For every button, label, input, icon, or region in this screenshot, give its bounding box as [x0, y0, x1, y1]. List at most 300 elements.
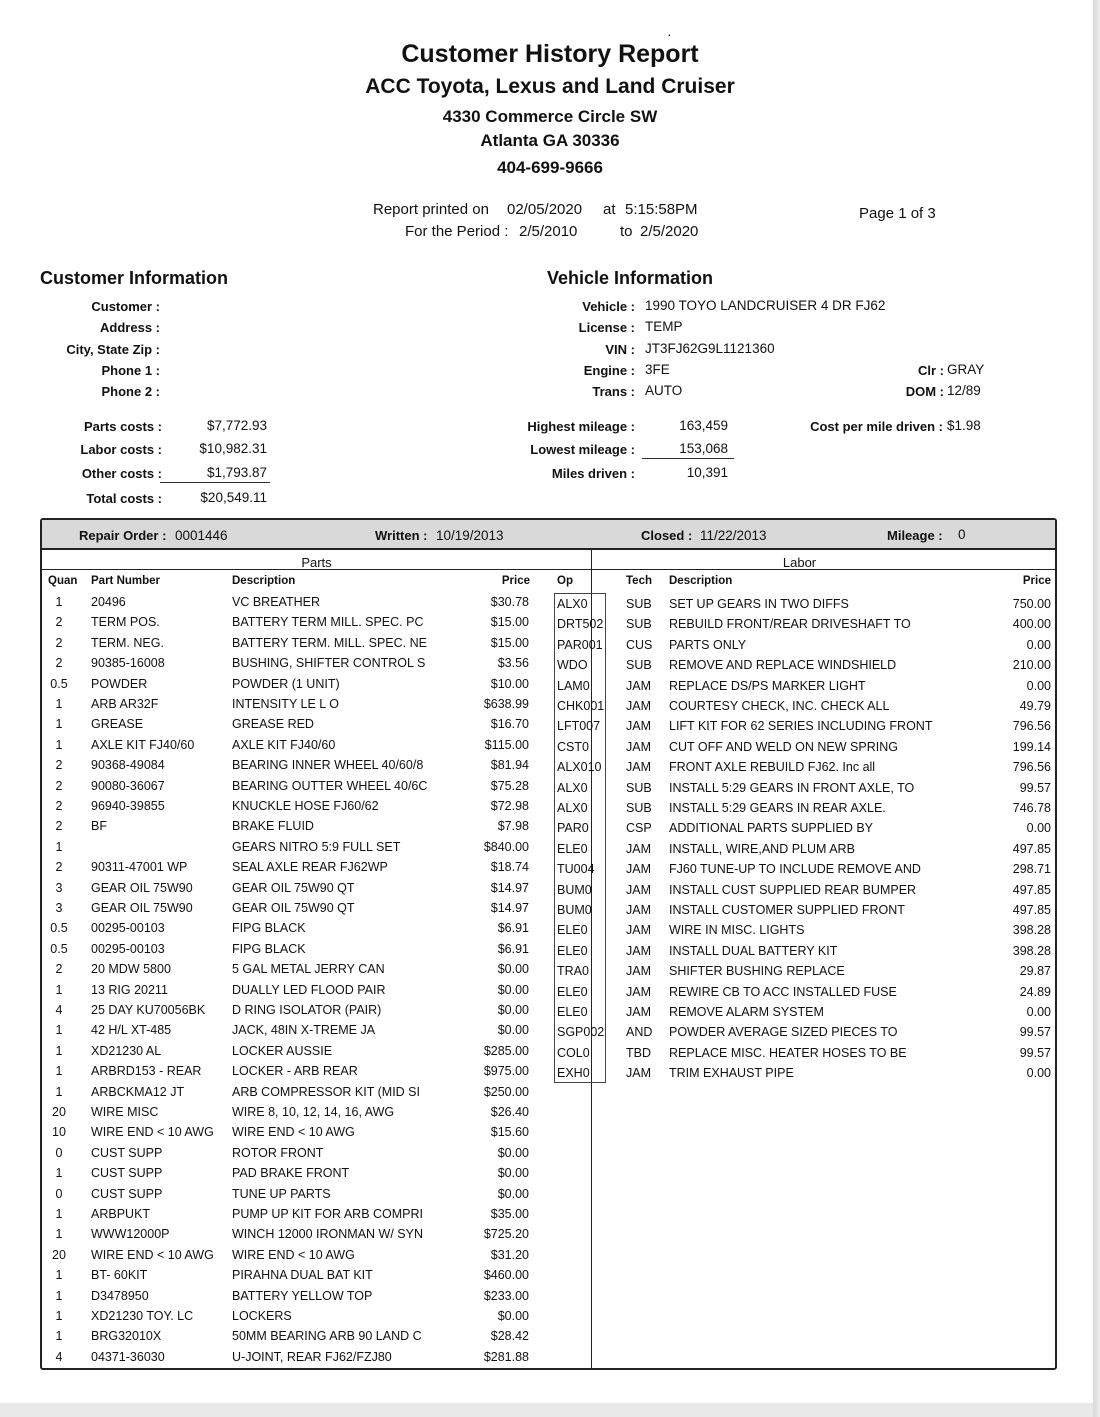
part-description: BRAKE FLUID: [232, 819, 314, 834]
labor-op-code: EXH0: [557, 1066, 590, 1081]
total-costs-label: Total costs :: [86, 491, 162, 506]
part-quantity: 1: [55, 595, 63, 609]
labor-op-code: CST0: [557, 739, 589, 754]
labor-description: ADDITIONAL PARTS SUPPLIED BY: [669, 821, 873, 836]
part-quantity: 20: [52, 1247, 66, 1262]
part-description: D RING ISOLATOR (PAIR): [232, 1003, 382, 1017]
part-description: LOCKER - ARB REAR: [232, 1064, 358, 1079]
period-from: 2/5/2010: [519, 223, 578, 240]
part-price: $285.00: [483, 1043, 529, 1058]
part-quantity: 3: [55, 901, 63, 915]
part-number: 04371-36030: [91, 1349, 165, 1364]
part-number: 90080-36067: [91, 778, 165, 793]
labor-col-desc: Description: [669, 575, 733, 587]
part-quantity: 10: [52, 1125, 66, 1140]
part-number: 00295-00103: [91, 921, 165, 936]
labor-price: 199.14: [1012, 739, 1051, 754]
part-price: $233.00: [483, 1288, 529, 1303]
part-price: $0.00: [497, 1023, 529, 1038]
labor-price: 746.78: [1012, 801, 1051, 815]
part-quantity: 2: [55, 635, 63, 650]
part-description: SEAL AXLE REAR FJ62WP: [232, 860, 388, 875]
part-number: BF: [91, 819, 107, 834]
part-description: FIPG BLACK: [232, 941, 306, 956]
labor-tech: JAM: [626, 678, 651, 693]
clr-label: Clr :: [918, 363, 944, 378]
labor-description: REPLACE DS/PS MARKER LIGHT: [669, 678, 866, 693]
part-description: KNUCKLE HOSE FJ60/62: [232, 799, 379, 813]
miles-driven-label: Miles driven :: [551, 466, 635, 481]
part-quantity: 2: [55, 778, 63, 793]
part-description: POWDER (1 UNIT): [232, 676, 340, 691]
labor-description: CUT OFF AND WELD ON NEW SPRING: [669, 739, 898, 754]
part-description: WIRE END < 10 AWG: [232, 1125, 355, 1140]
part-description: BUSHING, SHIFTER CONTROL S: [232, 656, 426, 671]
part-price: $0.00: [497, 1186, 529, 1201]
labor-price: 398.28: [1012, 943, 1051, 958]
part-number: ARB AR32F: [91, 697, 159, 711]
part-quantity: 0: [55, 1145, 63, 1160]
part-description: GEARS NITRO 5:9 FULL SET: [232, 839, 401, 854]
part-number: D3478950: [91, 1288, 149, 1303]
part-description: ROTOR FRONT: [232, 1145, 324, 1160]
part-number: 90385-16008: [91, 656, 165, 671]
stray-mark: ·: [667, 26, 672, 42]
labor-tech: JAM: [626, 1066, 651, 1081]
dealer-street: 4330 Commerce Circle SW: [442, 107, 658, 126]
part-quantity: 4: [55, 1349, 63, 1364]
labor-description: INSTALL, WIRE,AND PLUM ARB: [669, 841, 855, 856]
labor-op-code: CHK001: [557, 699, 605, 713]
labor-price: 0.00: [1026, 637, 1051, 652]
to-label: to: [620, 223, 633, 240]
labor-price: 796.56: [1012, 760, 1051, 775]
mileage-value: 0: [958, 527, 966, 542]
part-description: PUMP UP KIT FOR ARB COMPRI: [232, 1207, 424, 1221]
labor-description: WIRE IN MISC. LIGHTS: [669, 923, 805, 938]
closed-value: 11/22/2013: [700, 528, 767, 543]
part-quantity: 1: [55, 737, 63, 752]
part-number: WIRE END < 10 AWG: [91, 1247, 214, 1262]
part-description: TUNE UP PARTS: [232, 1186, 331, 1201]
labor-op-code: BUM0: [557, 903, 592, 917]
part-quantity: 1: [55, 1166, 63, 1181]
customer-section-title: Customer Information: [40, 268, 229, 288]
part-quantity: 1: [55, 717, 63, 732]
page-indicator: Page 1 of 3: [859, 205, 936, 222]
clr-value: GRAY: [947, 362, 985, 377]
labor-description: FJ60 TUNE-UP TO INCLUDE REMOVE AND: [669, 862, 921, 877]
part-quantity: 3: [55, 880, 63, 895]
part-number: 42 H/L XT-485: [91, 1023, 172, 1038]
part-number: 90368-49084: [91, 758, 165, 773]
labor-tech: CUS: [626, 637, 653, 652]
part-price: $0.00: [497, 962, 529, 977]
labor-tech: JAM: [626, 882, 651, 897]
part-number: POWDER: [91, 676, 148, 691]
labor-op-code: ELE0: [557, 984, 588, 999]
labor-op-code: WDO: [557, 658, 588, 673]
part-price: $840.00: [483, 839, 529, 854]
labor-price: 398.28: [1012, 923, 1051, 938]
part-description: GEAR OIL 75W90 QT: [232, 901, 355, 915]
part-quantity: 1: [55, 1268, 63, 1283]
labor-op-code: TU004: [557, 862, 595, 877]
labor-price: 750.00: [1012, 597, 1051, 611]
labor-tech: JAM: [626, 903, 651, 917]
part-description: BATTERY YELLOW TOP: [232, 1288, 373, 1303]
labor-description: FRONT AXLE REBUILD FJ62. Inc all: [669, 760, 876, 775]
part-quantity: 1: [55, 1064, 63, 1079]
part-number: BRG32010X: [91, 1329, 162, 1344]
part-description: FIPG BLACK: [232, 921, 306, 936]
vehicle-label: Vehicle :: [582, 299, 635, 314]
costs-total-rule: [160, 482, 270, 483]
dealer-name: ACC Toyota, Lexus and Land Cruiser: [365, 75, 735, 98]
city-label: City, State Zip :: [66, 342, 160, 357]
labor-description: REPLACE MISC. HEATER HOSES TO BE: [669, 1045, 907, 1060]
part-quantity: 1: [55, 1043, 63, 1058]
mileage-label: Mileage :: [887, 528, 943, 543]
customer-label: Customer :: [91, 299, 160, 314]
part-number: XD21230 AL: [91, 1043, 162, 1058]
part-number: ARBRD153 - REAR: [91, 1064, 202, 1079]
labor-description: REBUILD FRONT/REAR DRIVESHAFT TO: [669, 617, 911, 632]
parts-col-desc: Description: [232, 575, 296, 587]
part-quantity: 2: [55, 962, 63, 977]
labor-tech: JAM: [626, 862, 651, 877]
parts-costs-label: Parts costs :: [83, 419, 162, 434]
phone2-label: Phone 2 :: [101, 384, 160, 399]
part-price: $725.20: [483, 1227, 529, 1242]
mileage-rule: [642, 458, 734, 459]
part-price: $6.91: [497, 921, 529, 936]
labor-description: INSTALL 5:29 GEARS IN FRONT AXLE, TO: [669, 780, 915, 795]
part-price: $7.98: [497, 819, 529, 834]
labor-op-code: ELE0: [557, 923, 588, 938]
part-price: $0.00: [497, 1145, 529, 1160]
labor-price: 497.85: [1012, 882, 1051, 897]
labor-tech: AND: [626, 1025, 653, 1040]
parts-costs-value: $7,772.93: [206, 418, 267, 433]
part-quantity: 1: [55, 1227, 63, 1242]
part-price: $15.60: [490, 1125, 529, 1140]
dom-label: DOM :: [905, 384, 944, 399]
part-quantity: 0.5: [50, 676, 68, 691]
labor-op-code: SGP002: [557, 1025, 605, 1040]
labor-description: INSTALL DUAL BATTERY KIT: [669, 943, 838, 958]
part-number: CUST SUPP: [91, 1145, 163, 1160]
part-description: ARB COMPRESSOR KIT (MID SI: [232, 1084, 420, 1099]
written-value: 10/19/2013: [436, 528, 504, 543]
ro-value: 0001446: [175, 528, 228, 543]
labor-tech: SUB: [626, 597, 652, 611]
part-price: $3.56: [497, 656, 529, 671]
part-quantity: 2: [55, 758, 63, 773]
part-price: $0.00: [497, 1309, 529, 1323]
labor-price: 0.00: [1026, 678, 1051, 693]
labor-price: 796.56: [1012, 719, 1051, 734]
labor-tech: SUB: [626, 658, 652, 673]
labor-tech: JAM: [626, 923, 651, 938]
part-quantity: 1: [55, 1329, 63, 1344]
labor-tech: JAM: [626, 699, 651, 713]
part-number: AXLE KIT FJ40/60: [91, 737, 195, 752]
labor-op-code: PAR001: [557, 637, 603, 652]
labor-title: Labor: [782, 555, 817, 570]
part-price: $281.88: [483, 1349, 529, 1364]
parts-col-part: Part Number: [91, 575, 161, 587]
labor-tech: CSP: [626, 821, 652, 836]
dealer-city: Atlanta GA 30336: [480, 131, 620, 150]
lowest-mileage-value: 153,068: [679, 441, 728, 456]
labor-price: 99.57: [1019, 1025, 1051, 1040]
part-number: TERM. NEG.: [91, 635, 164, 650]
labor-price: 298.71: [1012, 862, 1051, 877]
part-price: $15.00: [490, 615, 529, 630]
part-description: BEARING OUTTER WHEEL 40/6C: [232, 778, 428, 793]
labor-price: 497.85: [1012, 841, 1051, 856]
labor-tech: JAM: [626, 964, 651, 979]
part-price: $250.00: [483, 1084, 529, 1099]
engine-label: Engine :: [583, 363, 635, 378]
labor-tech: JAM: [626, 739, 651, 754]
labor-price: 99.57: [1019, 1045, 1051, 1060]
other-costs-label: Other costs :: [81, 466, 162, 481]
part-quantity: 2: [55, 615, 63, 630]
part-quantity: 1: [55, 1023, 63, 1038]
part-description: JACK, 48IN X-TREME JA: [232, 1023, 376, 1038]
dealer-phone: 404-699-9666: [497, 158, 603, 177]
part-description: BATTERY TERM. MILL. SPEC. NE: [232, 635, 427, 650]
part-description: PIRAHNA DUAL BAT KIT: [232, 1268, 373, 1283]
lowest-mileage-label: Lowest mileage :: [530, 442, 635, 457]
labor-description: LIFT KIT FOR 62 SERIES INCLUDING FRONT: [669, 719, 933, 734]
part-description: INTENSITY LE L O: [232, 697, 339, 711]
labor-description: SET UP GEARS IN TWO DIFFS: [669, 597, 849, 611]
part-number: GEAR OIL 75W90: [91, 901, 193, 915]
labor-price: 24.89: [1019, 984, 1051, 999]
repair-order-box: [40, 518, 1057, 1370]
part-price: $30.78: [490, 595, 529, 609]
address-label: Address :: [100, 320, 160, 335]
parts-col-price: Price: [501, 575, 530, 587]
labor-op-code: ELE0: [557, 1005, 588, 1019]
part-description: GEAR OIL 75W90 QT: [232, 880, 355, 895]
report-title: Customer History Report: [401, 40, 699, 68]
vin-label: VIN :: [605, 342, 635, 357]
part-price: $115.00: [484, 737, 529, 752]
written-label: Written :: [375, 528, 428, 543]
part-number: XD21230 TOY. LC: [91, 1309, 194, 1323]
part-number: 96940-39855: [91, 799, 165, 813]
part-description: BEARING INNER WHEEL 40/60/8: [232, 758, 424, 773]
part-description: WINCH 12000 IRONMAN W/ SYN: [232, 1227, 424, 1242]
part-description: WIRE END < 10 AWG: [232, 1247, 355, 1262]
part-price: $0.00: [497, 1003, 529, 1017]
part-quantity: 1: [55, 1288, 63, 1303]
labor-op-code: ELE0: [557, 841, 588, 856]
closed-label: Closed :: [641, 528, 693, 543]
labor-tech: JAM: [626, 719, 651, 734]
printed-date: 02/05/2020: [507, 201, 583, 218]
labor-op-code: LAM0: [557, 678, 590, 693]
part-quantity: 1: [55, 697, 63, 711]
part-number: TERM POS.: [91, 615, 160, 630]
part-price: $26.40: [490, 1105, 529, 1119]
part-price: $31.20: [490, 1247, 529, 1262]
part-number: 00295-00103: [91, 941, 165, 956]
part-number: CUST SUPP: [91, 1166, 163, 1181]
labor-op-code: LFT007: [557, 719, 601, 734]
labor-tech: SUB: [626, 617, 652, 632]
part-price: $10.00: [490, 676, 529, 691]
part-price: $975.00: [483, 1064, 529, 1079]
labor-op-code: TRA0: [557, 964, 589, 979]
labor-description: PARTS ONLY: [669, 637, 747, 652]
part-number: 90311-47001 WP: [91, 860, 188, 875]
labor-price: 210.00: [1012, 658, 1051, 673]
part-description: LOCKERS: [232, 1309, 292, 1323]
labor-description: SHIFTER BUSHING REPLACE: [669, 964, 845, 979]
vehicle-section-title: Vehicle Information: [547, 268, 714, 288]
labor-op-code: ALX0: [557, 597, 588, 611]
labor-tech: JAM: [626, 1005, 651, 1019]
part-number: ARBCKMA12 JT: [91, 1084, 185, 1099]
part-description: 50MM BEARING ARB 90 LAND C: [232, 1329, 422, 1344]
part-price: $15.00: [490, 635, 529, 650]
license-label: License :: [578, 320, 635, 335]
period-label: For the Period :: [405, 223, 509, 240]
printed-time: 5:15:58PM: [625, 201, 698, 218]
part-number: CUST SUPP: [91, 1186, 163, 1201]
part-price: $75.28: [490, 778, 529, 793]
vin-value: JT3FJ62G9L1121360: [645, 341, 775, 356]
labor-op-code: ELE0: [557, 943, 588, 958]
part-number: WIRE MISC: [91, 1105, 159, 1119]
labor-col-op: Op: [557, 575, 573, 587]
labor-description: REMOVE ALARM SYSTEM: [669, 1005, 824, 1019]
part-price: $16.70: [490, 717, 529, 732]
part-number: 25 DAY KU70056BK: [91, 1003, 206, 1017]
part-number: BT- 60KIT: [91, 1268, 148, 1283]
part-price: $0.00: [497, 982, 529, 997]
trans-label: Trans :: [592, 384, 635, 399]
labor-costs-value: $10,982.31: [199, 441, 267, 456]
part-description: WIRE 8, 10, 12, 14, 16, AWG: [232, 1105, 395, 1119]
labor-op-code: ALX010: [557, 760, 602, 775]
labor-price: 49.79: [1019, 699, 1051, 713]
labor-description: REMOVE AND REPLACE WINDSHIELD: [669, 658, 897, 673]
part-quantity: 1: [55, 1309, 63, 1323]
labor-tech: JAM: [626, 943, 651, 958]
part-quantity: 2: [55, 656, 63, 671]
labor-tech: SUB: [626, 801, 652, 815]
labor-description: COURTESY CHECK, INC. CHECK ALL: [669, 699, 890, 713]
part-quantity: 0: [55, 1186, 63, 1201]
part-number: WIRE END < 10 AWG: [91, 1125, 214, 1140]
at-label: at: [603, 201, 616, 218]
labor-description: POWDER AVERAGE SIZED PIECES TO: [669, 1025, 898, 1040]
engine-value: 3FE: [645, 362, 670, 377]
labor-description: TRIM EXHAUST PIPE: [669, 1066, 794, 1081]
labor-op-code: ALX0: [557, 780, 588, 795]
period-to: 2/5/2020: [640, 223, 699, 240]
part-price: $460.00: [483, 1268, 529, 1283]
labor-price: 29.87: [1019, 964, 1051, 979]
highest-mileage-value: 163,459: [679, 418, 728, 433]
part-number: ARBPUKT: [91, 1207, 151, 1221]
ro-label: Repair Order :: [79, 528, 167, 543]
miles-driven-value: 10,391: [686, 465, 728, 480]
labor-op-code: COL0: [557, 1045, 590, 1060]
part-description: U-JOINT, REAR FJ62/FZJ80: [232, 1349, 392, 1364]
part-price: $81.94: [490, 758, 529, 773]
labor-op-code: PAR0: [557, 821, 589, 836]
vehicle-value: 1990 TOYO LANDCRUISER 4 DR FJ62: [645, 298, 886, 313]
labor-price: 0.00: [1026, 821, 1051, 836]
labor-op-code: ALX0: [557, 801, 588, 815]
part-price: $28.42: [490, 1329, 529, 1344]
part-quantity: 2: [55, 799, 63, 813]
other-costs-value: $1,793.87: [206, 465, 267, 480]
part-price: $638.99: [483, 697, 529, 711]
labor-tech: TBD: [626, 1045, 651, 1060]
parts-title: Parts: [301, 555, 332, 570]
labor-description: REWIRE CB TO ACC INSTALLED FUSE: [669, 984, 897, 999]
labor-price: 497.85: [1012, 903, 1051, 917]
phone1-label: Phone 1 :: [101, 363, 160, 378]
part-price: $0.00: [497, 1166, 529, 1181]
part-quantity: 4: [55, 1003, 63, 1017]
part-quantity: 0.5: [50, 941, 68, 956]
part-number: 13 RIG 20211: [91, 982, 168, 997]
part-description: DUALLY LED FLOOD PAIR: [232, 982, 386, 997]
license-value: TEMP: [645, 319, 683, 334]
part-description: GREASE RED: [232, 717, 314, 732]
highest-mileage-label: Highest mileage :: [527, 419, 635, 434]
part-description: PAD BRAKE FRONT: [232, 1166, 350, 1181]
part-price: $14.97: [490, 901, 529, 915]
part-quantity: 1: [55, 1084, 63, 1099]
part-number: 20496: [91, 595, 126, 609]
page-edge-shadow: [1093, 0, 1100, 1417]
part-quantity: 0.5: [50, 921, 68, 936]
part-price: $6.91: [497, 941, 529, 956]
part-number: 20 MDW 5800: [91, 962, 171, 977]
part-description: VC BREATHER: [232, 595, 320, 609]
part-quantity: 2: [55, 860, 63, 875]
trans-value: AUTO: [645, 383, 683, 398]
part-quantity: 2: [55, 819, 63, 834]
part-price: $35.00: [490, 1207, 529, 1221]
part-quantity: 1: [55, 982, 63, 997]
labor-tech: JAM: [626, 984, 651, 999]
labor-description: INSTALL 5:29 GEARS IN REAR AXLE.: [669, 801, 886, 815]
labor-tech: JAM: [626, 760, 651, 775]
part-number: GEAR OIL 75W90: [91, 880, 193, 895]
labor-description: INSTALL CUST SUPPLIED REAR BUMPER: [669, 882, 917, 897]
labor-costs-label: Labor costs :: [80, 442, 162, 457]
part-quantity: 20: [52, 1105, 66, 1119]
part-number: WWW12000P: [91, 1227, 170, 1242]
labor-price: 99.57: [1019, 780, 1051, 795]
labor-col-price: Price: [1022, 575, 1051, 587]
part-price: $18.74: [490, 860, 529, 875]
labor-price: 400.00: [1012, 617, 1051, 632]
part-description: LOCKER AUSSIE: [232, 1043, 333, 1058]
labor-price: 0.00: [1026, 1066, 1051, 1081]
